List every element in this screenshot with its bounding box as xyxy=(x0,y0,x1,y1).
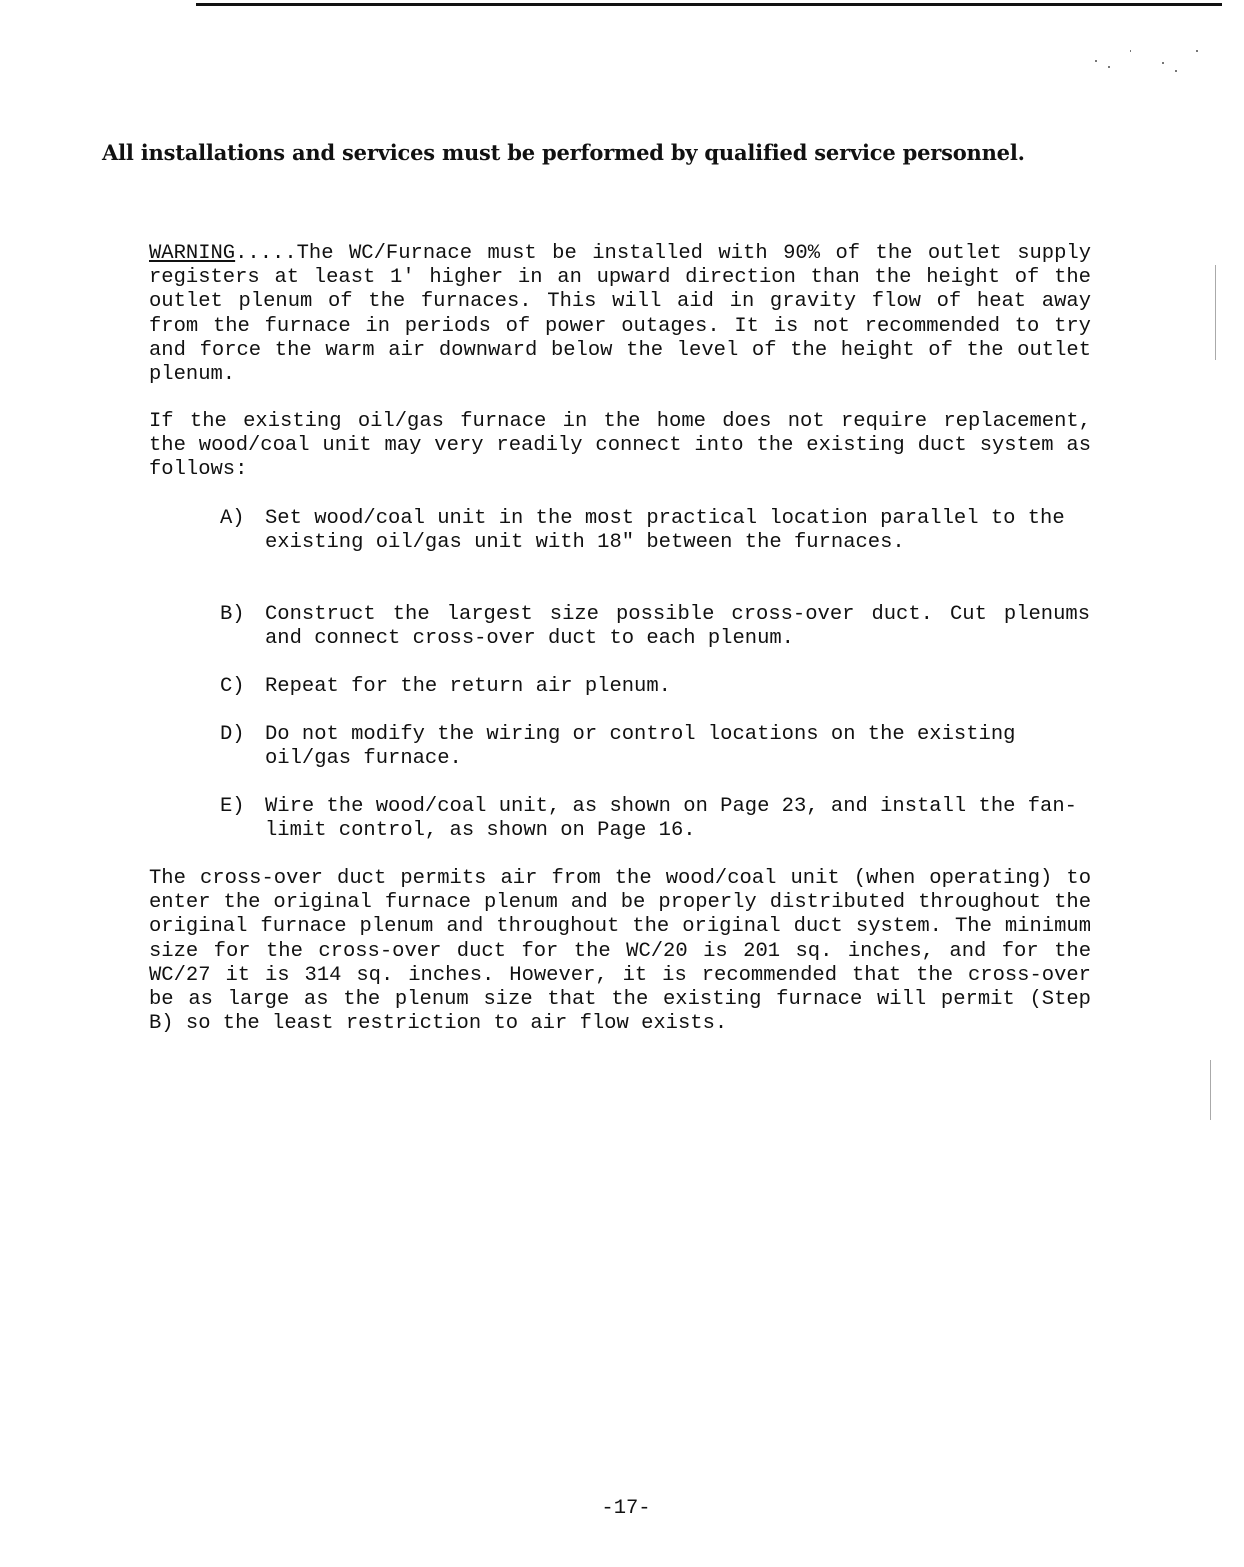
scan-speck xyxy=(1162,62,1164,64)
step-marker: C) xyxy=(220,675,245,698)
closing-paragraph: The cross-over duct permits air from the wood/coal unit (when operating) to enter the original furnace plenum and be properly distributed throughout the original furnace plenum and throughout the original duct system. The minimum size for the cross-over duct for the WC/20 is 201 sq. inches, and for the WC/27 it is 314 sq. inches. However, it is recommended that the cross-over be as large as the plenum size that the existing furnace will permit (Step B) so the least restriction to air flow exists. xyxy=(149,867,1091,1036)
scan-speck xyxy=(1196,50,1198,52)
step-marker: A) xyxy=(220,507,245,530)
scan-speck xyxy=(1130,50,1131,52)
step-text: Construct the largest size possible cross-over duct. Cut plenums and connect cross-over duct to each plenum. xyxy=(265,603,1090,651)
scan-edge-mark xyxy=(1215,265,1216,360)
page-heading: All installations and services must be performed by qualified service personnel. xyxy=(102,140,1025,165)
step-text: Set wood/coal unit in the most practical location parallel to the existing oil/gas unit with 18" between the furnaces. xyxy=(265,507,1065,555)
step-text: Do not modify the wiring or control locations on the existing oil/gas furnace. xyxy=(265,723,1016,771)
step-marker: D) xyxy=(220,723,245,746)
step-a xyxy=(220,507,1090,555)
warning-label: WARNING xyxy=(149,242,236,265)
scan-edge-mark xyxy=(1210,1060,1211,1120)
step-marker: E) xyxy=(220,795,245,818)
scan-speck xyxy=(1095,60,1097,62)
step-marker: B) xyxy=(220,603,245,626)
warning-paragraph xyxy=(149,242,1091,387)
top-rule xyxy=(196,3,1222,6)
step-text: Repeat for the return air plenum. xyxy=(265,675,671,698)
page-number: -17- xyxy=(601,1497,651,1520)
step-text: Wire the wood/coal unit, as shown on Page 23, and install the fan-limit control, as shown on Page 16. xyxy=(265,795,1077,843)
step-e xyxy=(220,795,1090,843)
step-d xyxy=(220,723,1050,771)
intro-paragraph: If the existing oil/gas furnace in the home does not require replacement, the wood/coal unit may very readily connect into the existing duct system as follows: xyxy=(149,410,1091,482)
step-b xyxy=(220,603,1090,651)
step-c xyxy=(220,675,1090,699)
scan-speck xyxy=(1175,70,1177,72)
scan-speck xyxy=(1108,66,1110,68)
warning-text: .....The WC/Furnace must be installed with 90% of the outlet supply registers at least 1' higher in an upward direction than the height of the outlet plenum of the furnaces. This will aid in gravity flow of heat away from the furnace in periods of power outages. It is not recommended to try and force the warm air downward below the level of the height of the outlet plenum. xyxy=(149,242,1091,387)
